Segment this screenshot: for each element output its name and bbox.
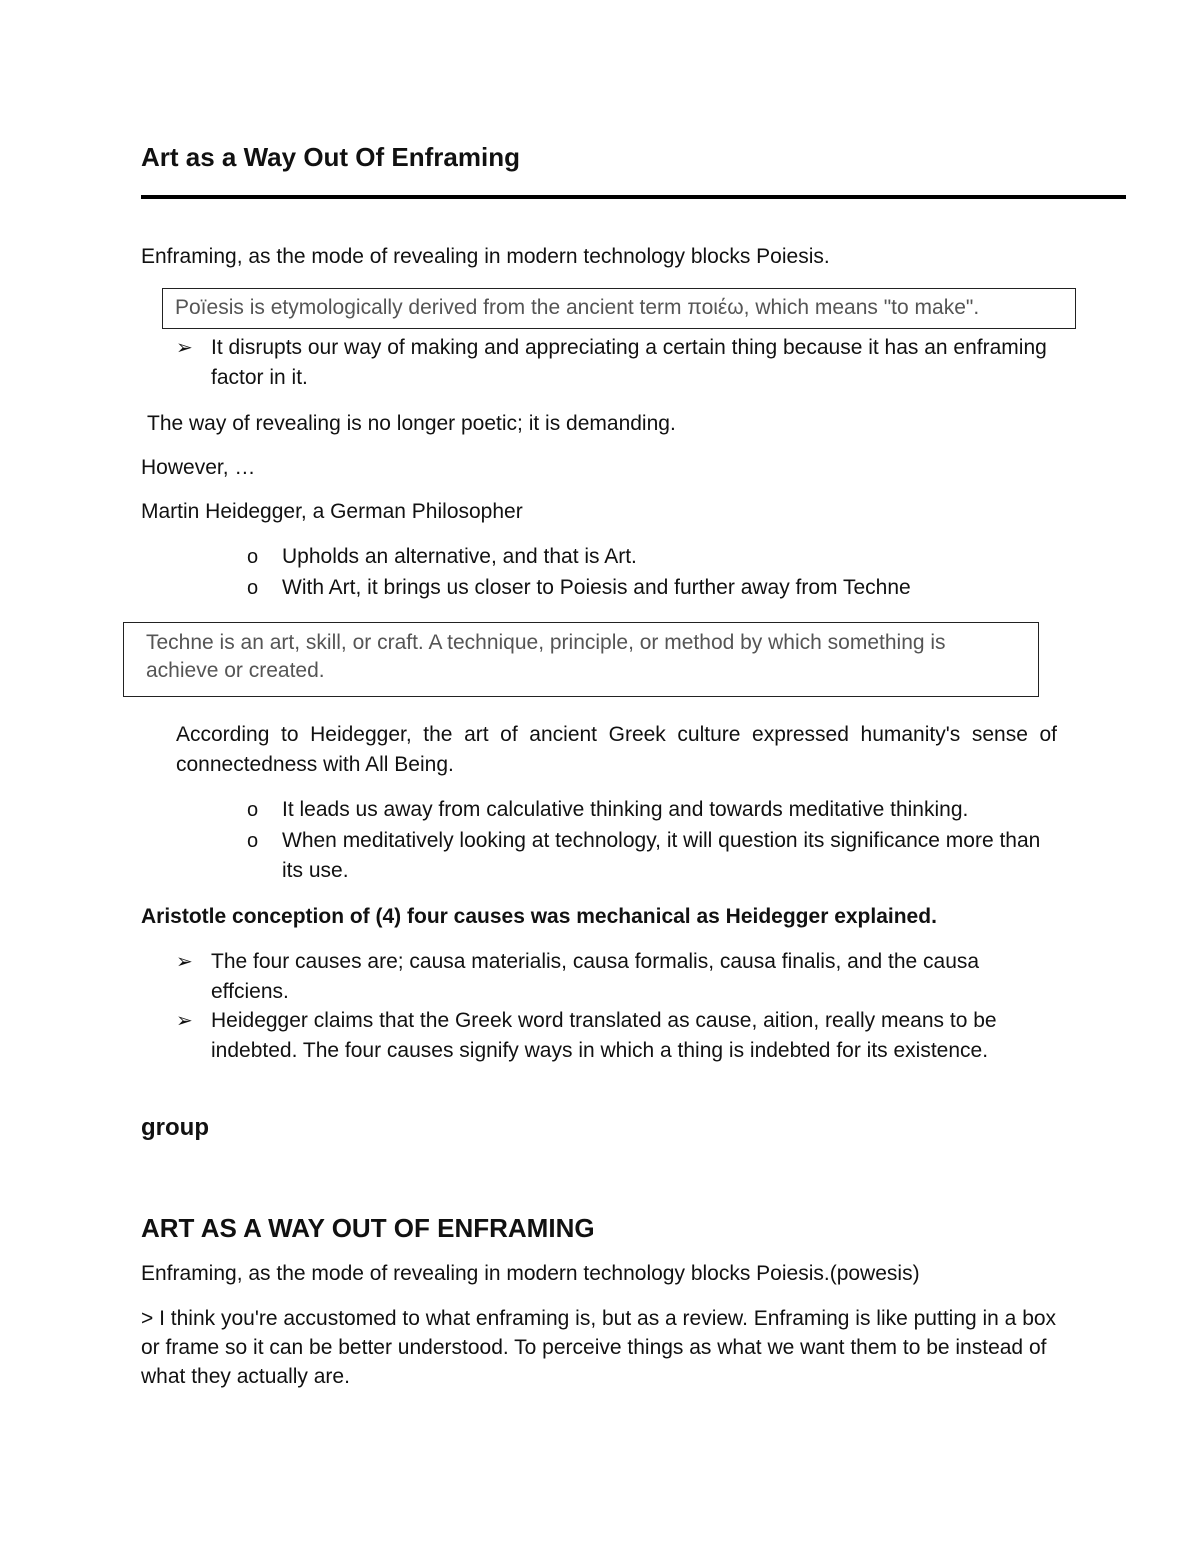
arrow-bullet-icon: ➢ xyxy=(176,337,193,359)
section-title-upper: ART AS A WAY OUT OF ENFRAMING xyxy=(141,1213,595,1243)
group-label: group xyxy=(141,1114,209,1141)
thinking-bullet-1: It leads us away from calculative thinking and towards meditative thinking. xyxy=(282,798,969,821)
heidegger-paragraph: Martin Heidegger, a German Philosopher xyxy=(141,500,523,523)
circle-bullet-icon: o xyxy=(247,830,259,852)
techne-definition-box xyxy=(123,622,1039,697)
arrow-bullet-icon: ➢ xyxy=(176,951,193,973)
causes-bullet-1: The four causes are; causa materialis, causa formalis, causa finalis, and the causa effciens. xyxy=(211,950,980,1003)
document-title: Art as a Way Out Of Enframing xyxy=(141,142,520,172)
review-paragraph: > I think you're accustomed to what enframing is, but as a review. Enframing is like putting in a box or frame so it can be better understood. To perceive things as what we want them to be instead of what they actually are. xyxy=(141,1307,1057,1388)
techne-definition-text: Techne is an art, skill, or craft. A technique, principle, or method by which something is achieve or created. xyxy=(146,631,946,682)
circle-bullet-icon: o xyxy=(247,546,259,568)
poiesis-definition-box xyxy=(162,288,1076,329)
however-paragraph: However, … xyxy=(141,456,256,479)
arrow-bullet-text-1: It disrupts our way of making and appreciating a certain thing because it has an enframing factor in it. xyxy=(211,336,1047,389)
intro-paragraph-2: Enframing, as the mode of revealing in modern technology blocks Poiesis.(powesis) xyxy=(141,1262,920,1285)
greek-culture-paragraph: According to Heidegger, the art of ancient Greek culture expressed humanity's sense of connectedness with All Being. xyxy=(176,723,1057,776)
revealing-paragraph: The way of revealing is no longer poetic; it is demanding. xyxy=(147,412,676,435)
intro-paragraph: Enframing, as the mode of revealing in modern technology blocks Poiesis. xyxy=(141,245,830,268)
thinking-bullet-2: When meditatively looking at technology, it will question its significance more than its use. xyxy=(282,829,1041,882)
aristotle-heading: Aristotle conception of (4) four causes was mechanical as Heidegger explained. xyxy=(141,905,937,928)
circle-bullet-icon: o xyxy=(247,799,259,821)
arrow-bullet-icon: ➢ xyxy=(176,1010,193,1032)
circle-bullet-icon: o xyxy=(247,577,259,599)
causes-bullet-2: Heidegger claims that the Greek word translated as cause, aition, really means to be indebted. The four causes signify ways in which a thing is indebted for its existence. xyxy=(211,1009,997,1062)
title-underline xyxy=(141,195,1126,199)
art-bullet-2: With Art, it brings us closer to Poiesis and further away from Techne xyxy=(282,576,911,599)
poiesis-definition-text: Poïesis is etymologically derived from the ancient term ποιέω, which means "to make". xyxy=(175,296,980,319)
art-bullet-1: Upholds an alternative, and that is Art. xyxy=(282,545,637,568)
